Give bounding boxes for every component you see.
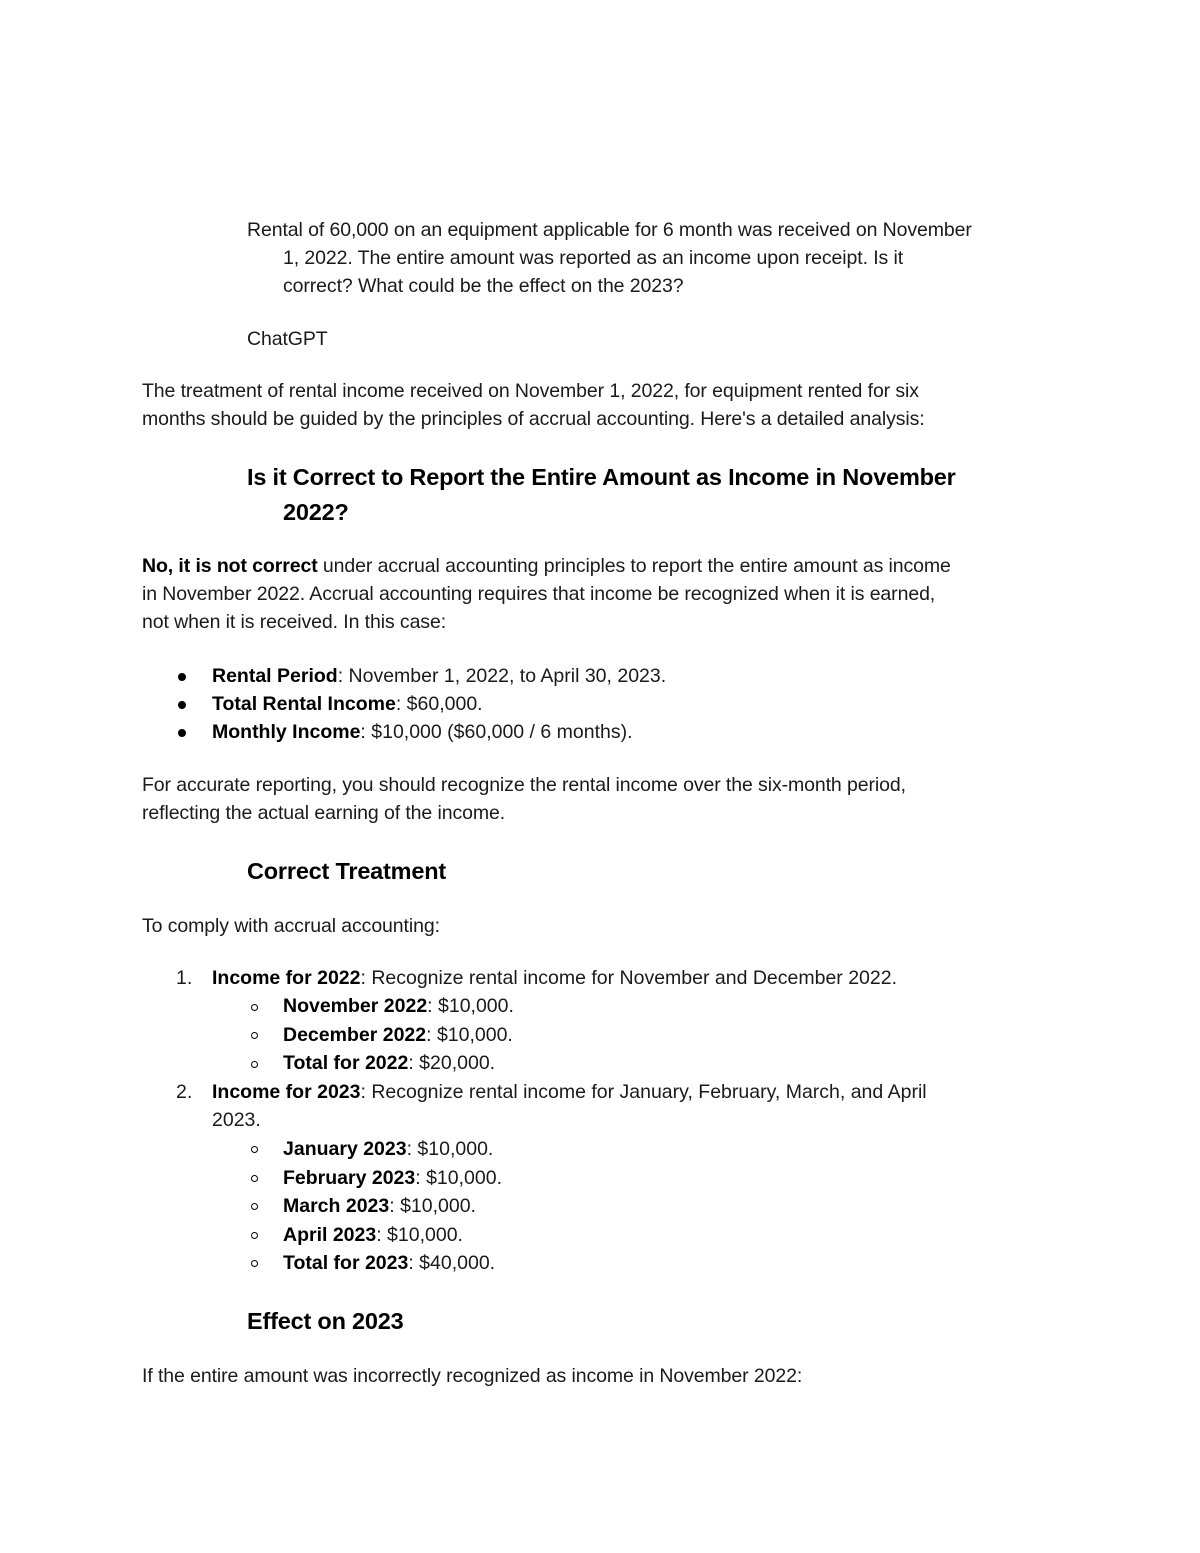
answer-paragraph-line-3: not when it is received. In this case:: [142, 611, 447, 633]
question-line-3: correct? What could be the effect on the 2023?: [283, 275, 684, 297]
intro-line-1: The treatment of rental income received on November 1, 2022, for equipment rented for six: [142, 380, 919, 402]
sub-item-label: November 2022: [283, 995, 428, 1017]
bullet-circle-icon: [251, 1203, 258, 1210]
list-number: 1.: [176, 967, 193, 989]
bullet-value: : $60,000.: [395, 693, 483, 715]
sub-item-total-2022: [283, 1049, 495, 1078]
answer-bold: No, it is not correct: [142, 555, 318, 577]
bullet-circle-icon: [251, 1004, 258, 1011]
bullet-circle-icon: [251, 1175, 258, 1182]
sub-item-january-2023: [283, 1135, 493, 1164]
bullet-item-monthly-income: [212, 718, 633, 747]
section-heading-correctness: Is it Correct to Report the Entire Amount as Income in November: [247, 464, 956, 490]
question-line-1: Rental of 60,000 on an equipment applicable for 6 month was received on November: [247, 219, 972, 241]
sub-item-value: : $20,000.: [408, 1052, 496, 1074]
sub-item-label: January 2023: [283, 1138, 407, 1160]
bullet-disc-icon: [178, 673, 186, 681]
sub-item-total-2023: [283, 1249, 495, 1278]
list-item-income-2023: [212, 1078, 927, 1107]
bullet-label: Monthly Income: [212, 721, 361, 743]
sub-item-march-2023: [283, 1192, 476, 1221]
sub-item-value: : $10,000.: [376, 1224, 463, 1246]
section-heading-correctness-line-2: 2022?: [283, 499, 349, 525]
list-item-label: Income for 2022: [212, 967, 361, 989]
sub-item-april-2023: [283, 1221, 463, 1250]
bullet-circle-icon: [251, 1061, 258, 1068]
intro-line-2: months should be guided by the principles of accrual accounting. Here's a detailed analysis:: [142, 408, 925, 430]
bullet-disc-icon: [178, 701, 186, 709]
bullet-value: : November 1, 2022, to April 30, 2023.: [337, 665, 667, 687]
sub-item-value: : $10,000.: [426, 1024, 513, 1046]
bullet-disc-icon: [178, 729, 186, 737]
answer-paragraph-line-2: in November 2022. Accrual accounting requires that income be recognized when it is earned,: [142, 583, 936, 605]
bullet-circle-icon: [251, 1260, 258, 1267]
section-heading-effect-2023: Effect on 2023: [247, 1308, 404, 1334]
correct-treatment-intro: To comply with accrual accounting:: [142, 915, 440, 937]
bullet-item-rental-period: [212, 662, 666, 691]
conclusion-line-1: For accurate reporting, you should recognize the rental income over the six-month period,: [142, 774, 906, 796]
sub-item-value: : $10,000.: [415, 1167, 502, 1189]
conclusion-line-2: reflecting the actual earning of the income.: [142, 802, 506, 824]
sub-item-value: : $10,000.: [427, 995, 514, 1017]
sub-item-november-2022: [283, 992, 514, 1021]
speaker-label: ChatGPT: [247, 328, 328, 350]
sub-item-label: February 2023: [283, 1167, 416, 1189]
bullet-label: Total Rental Income: [212, 693, 396, 715]
sub-item-label: March 2023: [283, 1195, 390, 1217]
bullet-value: : $10,000 ($60,000 / 6 months).: [360, 721, 633, 743]
list-number: 2.: [176, 1081, 193, 1103]
question-line-2: 1, 2022. The entire amount was reported as an income upon receipt. Is it: [283, 247, 904, 269]
bullet-item-total-rental-income: [212, 690, 483, 719]
sub-item-label: Total for 2023: [283, 1252, 409, 1274]
sub-item-label: December 2022: [283, 1024, 427, 1046]
bullet-circle-icon: [251, 1232, 258, 1239]
effect-intro: If the entire amount was incorrectly recognized as income in November 2022:: [142, 1365, 803, 1387]
sub-item-value: : $40,000.: [408, 1252, 496, 1274]
list-item-income-2023-line-2: 2023.: [212, 1109, 261, 1131]
section-heading-correct-treatment: Correct Treatment: [247, 858, 447, 884]
list-item-income-2022: [212, 964, 897, 993]
sub-item-label: Total for 2022: [283, 1052, 409, 1074]
list-item-value: : Recognize rental income for January, February, March, and April: [360, 1081, 927, 1103]
list-item-label: Income for 2023: [212, 1081, 361, 1103]
bullet-circle-icon: [251, 1146, 258, 1153]
sub-item-december-2022: [283, 1021, 513, 1050]
bullet-label: Rental Period: [212, 665, 338, 687]
answer-rest: under accrual accounting principles to report the entire amount as income: [317, 555, 951, 577]
bullet-circle-icon: [251, 1032, 258, 1039]
answer-paragraph-line-1: [142, 552, 951, 581]
list-item-value: : Recognize rental income for November and December 2022.: [360, 967, 898, 989]
sub-item-value: : $10,000.: [389, 1195, 476, 1217]
sub-item-value: : $10,000.: [406, 1138, 494, 1160]
sub-item-label: April 2023: [283, 1224, 377, 1246]
sub-item-february-2023: [283, 1164, 502, 1193]
